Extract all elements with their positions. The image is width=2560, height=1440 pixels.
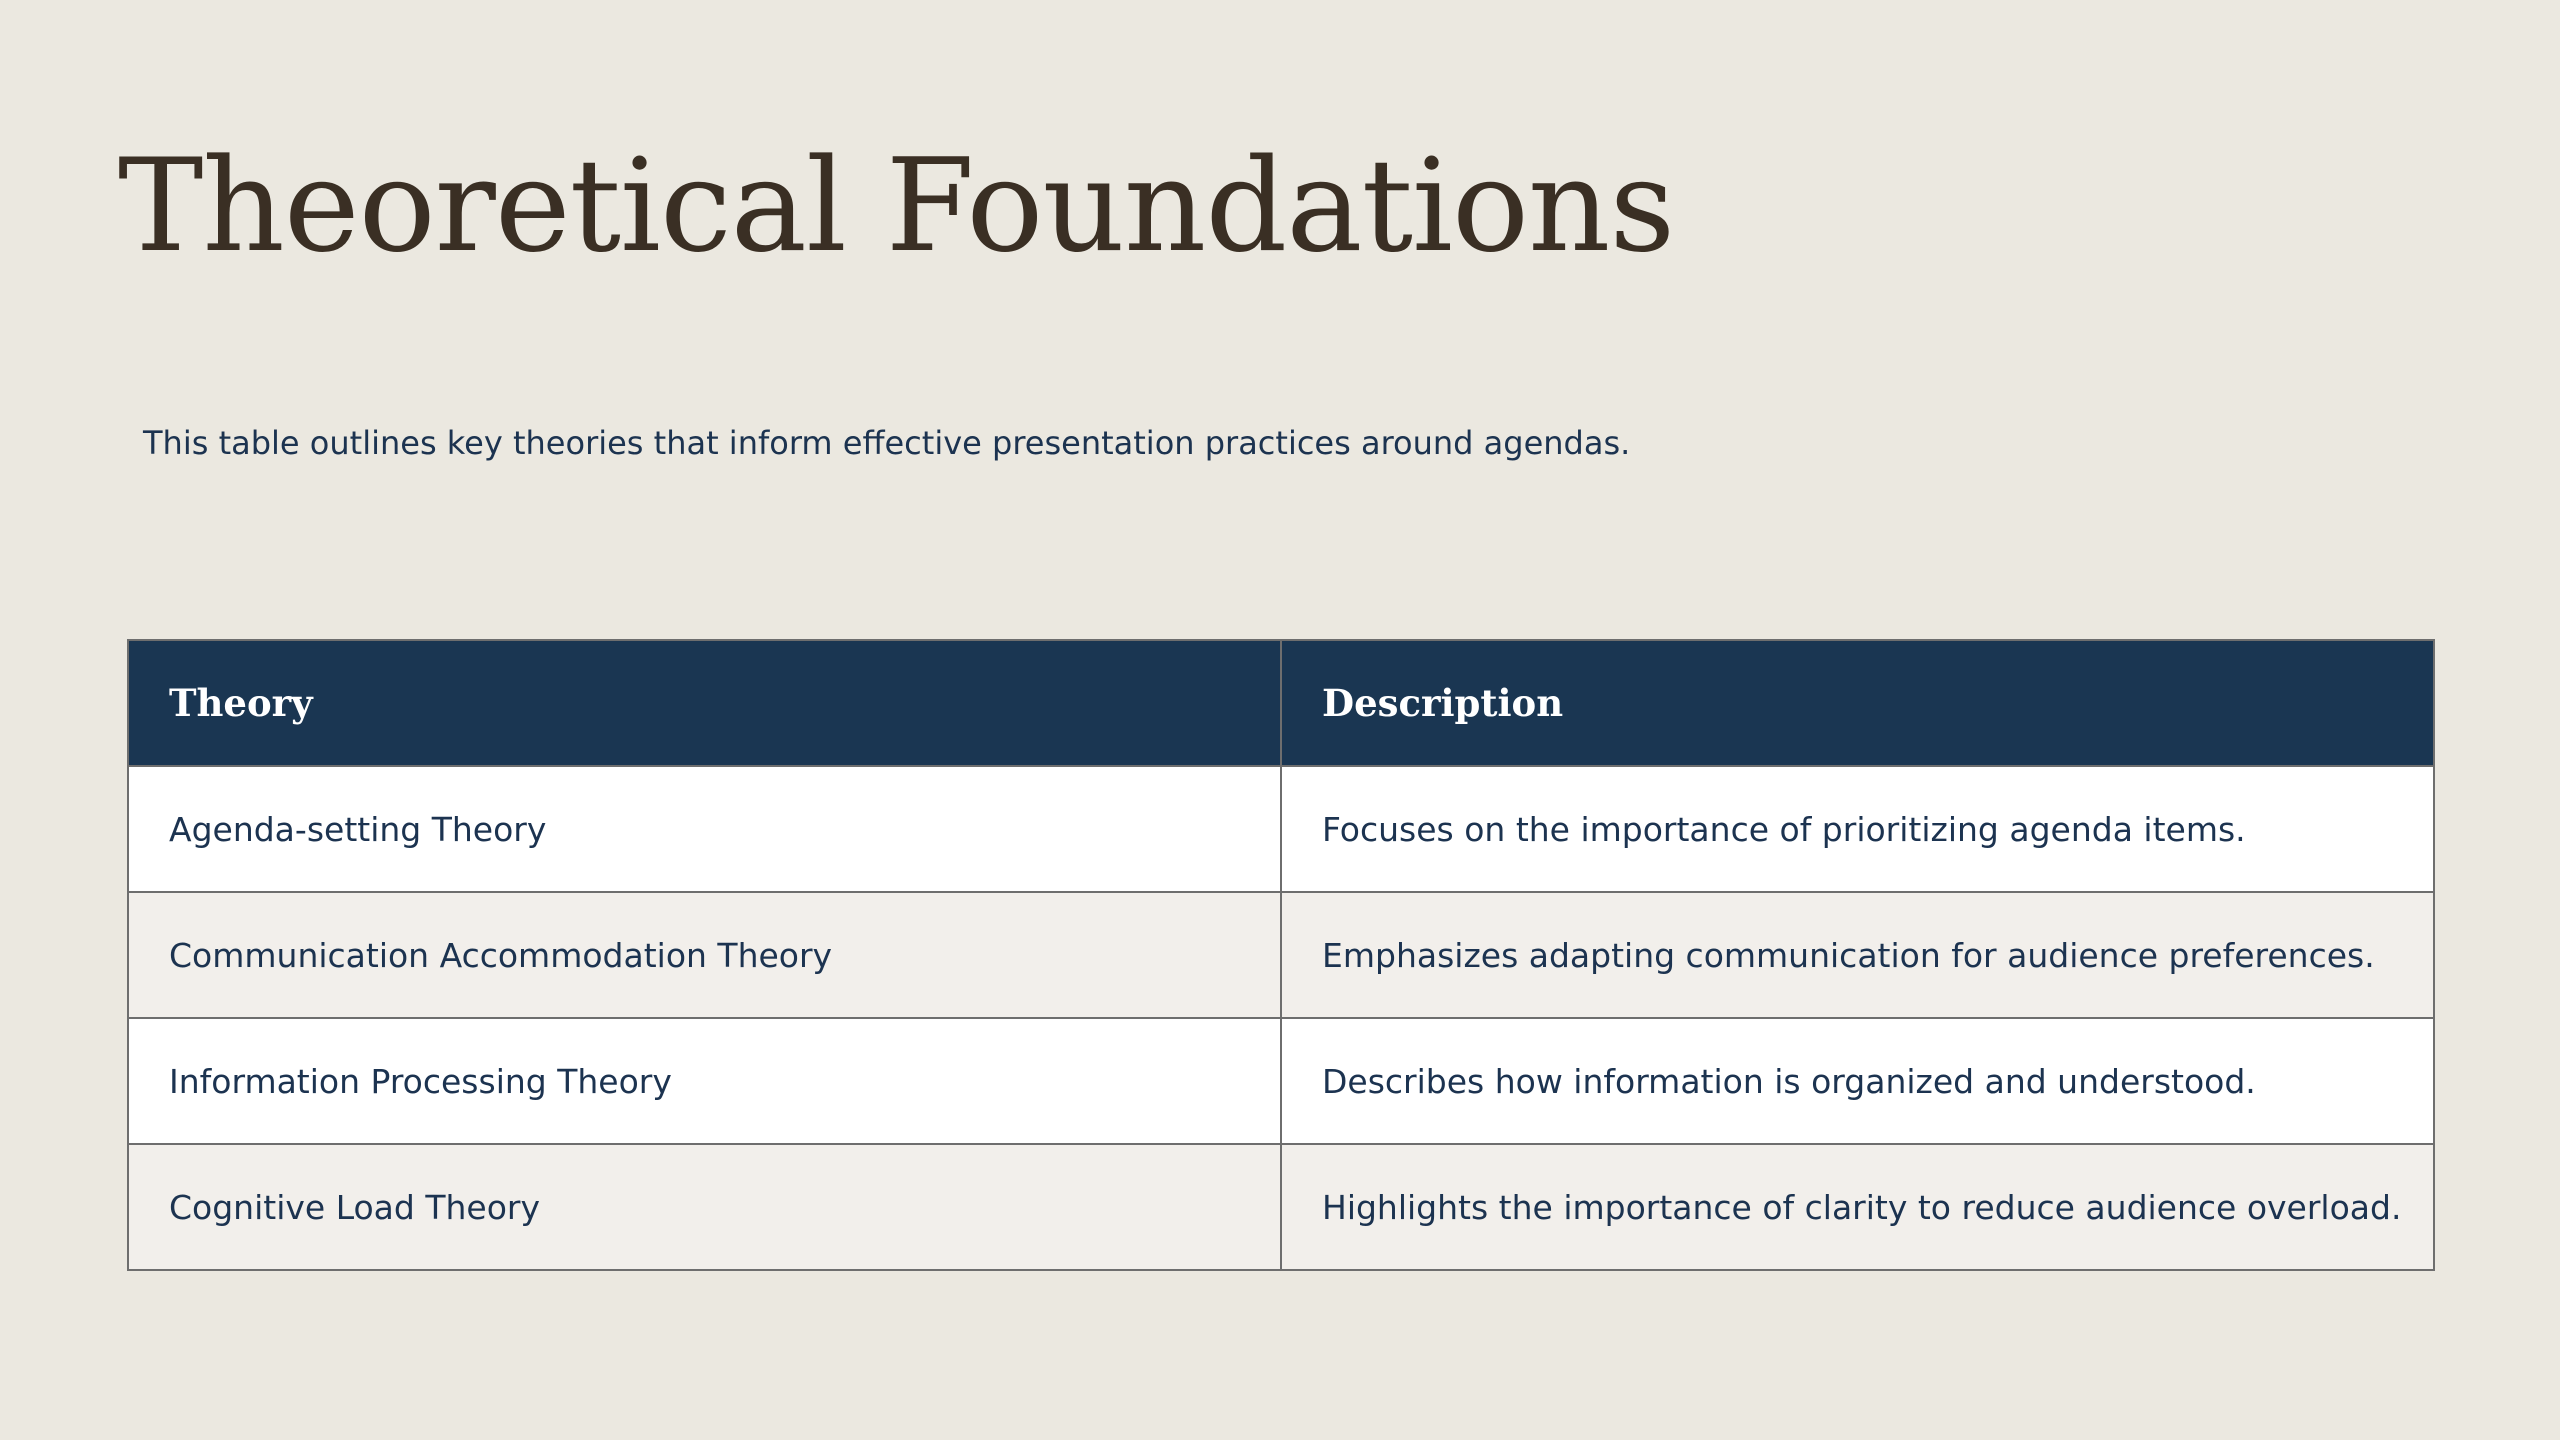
table-row (128, 766, 2434, 892)
theory-cell: Information Processing Theory (128, 1018, 1281, 1144)
table-header-row (128, 640, 2434, 766)
description-cell: Highlights the importance of clarity to reduce audience overload. (1281, 1144, 2434, 1270)
description-cell: Describes how information is organized and understood. (1281, 1018, 2434, 1144)
slide-title: Theoretical Foundations (118, 132, 1675, 281)
theory-cell: Agenda-setting Theory (128, 766, 1281, 892)
slide-subtitle: This table outlines key theories that inform effective presentation practices around agendas. (143, 424, 1631, 462)
theory-cell: Communication Accommodation Theory (128, 892, 1281, 1018)
table-row (128, 1018, 2434, 1144)
description-cell: Emphasizes adapting communication for audience preferences. (1281, 892, 2434, 1018)
table-row (128, 1144, 2434, 1270)
description-cell: Focuses on the importance of prioritizing agenda items. (1281, 766, 2434, 892)
theory-cell: Cognitive Load Theory (128, 1144, 1281, 1270)
header-description: Description (1281, 640, 2434, 766)
table-row (128, 892, 2434, 1018)
theories-table (127, 639, 2435, 1271)
header-theory: Theory (128, 640, 1281, 766)
